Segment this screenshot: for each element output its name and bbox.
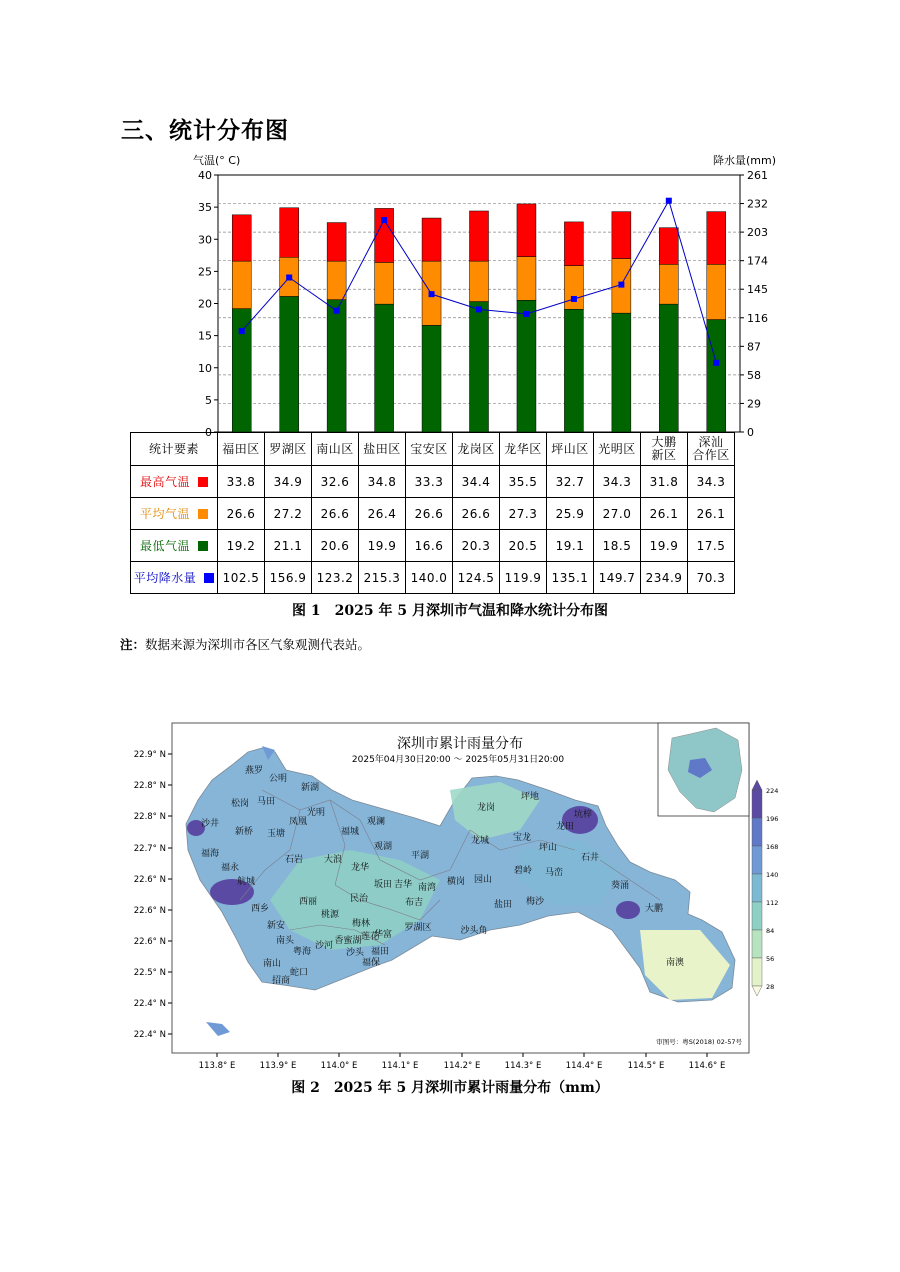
place-label: 香蜜湖: [334, 936, 362, 946]
place-label: 罗湖区: [404, 923, 432, 933]
place-label: 吉华: [393, 880, 413, 890]
precipitation-point: [713, 360, 719, 366]
right-tick-label: 232: [747, 197, 768, 211]
series-name: 最低气温: [139, 539, 190, 553]
place-label: 布吉: [404, 898, 424, 908]
bar-max-temp: [375, 208, 394, 262]
high-rain-dapeng: [616, 901, 640, 919]
place-label: 招商: [271, 976, 291, 986]
value-cell: 26.4: [359, 498, 406, 530]
section-title: 三、统计分布图: [121, 118, 289, 144]
place-label: 梅沙: [525, 897, 545, 907]
value-cell: 27.0: [594, 498, 641, 530]
lat-label: 22.5° N: [133, 968, 166, 978]
legend-value: 196: [766, 815, 779, 823]
legend-swatch: [752, 790, 762, 818]
rainfall-distribution-map: [120, 715, 779, 1085]
lat-label: 22.4° N: [133, 999, 166, 1009]
left-tick-label: 40: [198, 169, 212, 182]
bar-max-temp: [659, 228, 678, 265]
district-header: 大鹏 新区: [641, 433, 688, 466]
map-title: 深圳市累计雨量分布: [397, 736, 523, 752]
left-tick-label: 0: [205, 426, 212, 439]
place-label: 观湖: [373, 842, 393, 852]
left-tick-label: 35: [198, 201, 212, 215]
bar-avg-temp: [517, 257, 536, 301]
bar-min-temp: [232, 309, 251, 432]
place-label: 龙城: [470, 836, 490, 846]
value-cell: 32.6: [312, 466, 359, 498]
bar-min-temp: [327, 300, 346, 432]
lon-label: 114.3° E: [504, 1061, 542, 1071]
place-label: 龙岗: [476, 803, 496, 813]
value-cell: 102.5: [218, 562, 265, 594]
legend-swatch: [752, 846, 762, 874]
precipitation-point: [666, 198, 672, 204]
district-header: 光明区: [594, 433, 641, 466]
value-cell: 16.6: [406, 530, 453, 562]
place-label: 石井: [580, 853, 600, 863]
place-label: 粤海: [292, 947, 312, 957]
lat-label: 22.7° N: [133, 844, 166, 854]
value-cell: 19.1: [547, 530, 594, 562]
bar-max-temp: [470, 211, 489, 261]
value-cell: 140.0: [406, 562, 453, 594]
legend-value: 140: [766, 871, 779, 879]
value-cell: 17.5: [688, 530, 735, 562]
value-cell: 18.5: [594, 530, 641, 562]
figure2-caption: 图 2 2025 年 5 月深圳市累计雨量分布（mm）: [291, 1080, 609, 1096]
bar-max-temp: [707, 212, 726, 265]
place-label: 莲花: [360, 932, 380, 942]
place-label: 公明: [268, 774, 288, 784]
lon-label: 114.1° E: [381, 1061, 419, 1071]
map-time-range: 2025年04月30日20:00 ～ 2025年05月31日20:00: [351, 755, 565, 765]
value-cell: 34.3: [688, 466, 735, 498]
place-label: 坂田: [373, 880, 393, 890]
lon-label: 114.2° E: [443, 1061, 481, 1071]
bar-avg-temp: [232, 261, 251, 309]
legend-value: 84: [766, 927, 775, 935]
legend-value: 224: [766, 787, 779, 795]
place-label: 南澳: [665, 958, 685, 968]
precipitation-point: [618, 282, 624, 288]
legend-swatch: [752, 930, 762, 958]
bar-min-temp: [517, 300, 536, 432]
place-label: 宝龙: [512, 833, 532, 843]
value-cell: 156.9: [265, 562, 312, 594]
rainfall-legend: [752, 780, 778, 996]
place-label: 福城: [340, 827, 360, 837]
series-name: 平均气温: [139, 507, 190, 521]
place-label: 蛇口: [289, 968, 309, 978]
place-label: 平湖: [410, 851, 430, 861]
legend-swatch: [752, 818, 762, 846]
legend-swatch: [198, 509, 208, 519]
series-label-cell: [131, 498, 218, 530]
table-header-row: [131, 433, 735, 466]
value-cell: 20.6: [312, 530, 359, 562]
district-header: 深汕 合作区: [688, 433, 735, 466]
right-tick-label: 261: [747, 169, 768, 182]
place-label: 碧岭: [513, 866, 533, 876]
place-label: 坪地: [520, 792, 540, 802]
lat-label: 22.9° N: [133, 750, 166, 760]
precipitation-point: [429, 291, 435, 297]
place-label: 大鹏: [644, 904, 664, 914]
value-cell: 33.3: [406, 466, 453, 498]
right-tick-label: 203: [747, 226, 768, 240]
legend-swatch: [752, 902, 762, 930]
place-label: 西乡: [250, 904, 270, 914]
place-label: 大浪: [323, 855, 343, 865]
series-label-cell: [131, 530, 218, 562]
place-label: 新湖: [300, 783, 320, 793]
lat-label: 22.4° N: [133, 1030, 166, 1040]
map-approval-number: 审图号：粤S(2018) 02-57号: [656, 1038, 742, 1046]
legend-bottom-arrow: [752, 986, 762, 996]
value-cell: 25.9: [547, 498, 594, 530]
lon-label: 114.4° E: [565, 1061, 603, 1071]
value-cell: 123.2: [312, 562, 359, 594]
place-label: 福田: [370, 947, 390, 957]
place-label: 民治: [349, 894, 369, 904]
right-tick-label: 87: [747, 340, 761, 354]
district-header: 龙岗区: [453, 433, 500, 466]
stats-table: [130, 432, 735, 594]
lon-label: 114.5° E: [627, 1061, 665, 1071]
place-label: 坪山: [538, 843, 558, 853]
latitude-labels: [134, 750, 172, 1040]
left-tick-label: 25: [198, 265, 212, 279]
bar-avg-temp: [659, 264, 678, 304]
legend-swatch: [204, 573, 214, 583]
value-cell: 19.2: [218, 530, 265, 562]
place-label: 航城: [236, 877, 256, 887]
bar-max-temp: [612, 212, 631, 259]
precipitation-point: [381, 217, 387, 223]
bar-min-temp: [470, 302, 489, 432]
district-header: 罗湖区: [265, 433, 312, 466]
place-label: 福海: [200, 849, 220, 859]
legend-top-arrow: [752, 780, 762, 790]
value-cell: 149.7: [594, 562, 641, 594]
y-axis-right-label: 降水量(mm): [712, 154, 776, 167]
bar-avg-temp: [327, 261, 346, 300]
bar-min-temp: [375, 304, 394, 432]
bar-min-temp: [612, 313, 631, 432]
value-cell: 26.6: [312, 498, 359, 530]
table-row: [131, 562, 735, 594]
bar-avg-temp: [470, 261, 489, 301]
place-label: 坑梓: [573, 810, 593, 820]
place-label: 马田: [256, 797, 276, 807]
table-row: [131, 466, 735, 498]
table-row: [131, 530, 735, 562]
series-name: 平均降水量: [133, 571, 197, 585]
lon-label: 113.9° E: [259, 1061, 297, 1071]
lon-label: 113.8° E: [198, 1061, 236, 1071]
value-cell: 34.3: [594, 466, 641, 498]
bar-max-temp: [327, 223, 346, 262]
value-cell: 26.6: [453, 498, 500, 530]
bar-avg-temp: [707, 264, 726, 319]
value-cell: 26.6: [218, 498, 265, 530]
place-label: 光明: [306, 808, 326, 818]
legend-value: 168: [766, 843, 779, 851]
place-label: 盐田: [493, 900, 513, 910]
place-label: 南湾: [417, 883, 437, 893]
value-cell: 31.8: [641, 466, 688, 498]
place-label: 葵涌: [610, 881, 630, 891]
left-tick-label: 20: [198, 297, 212, 311]
legend-swatch: [198, 541, 208, 551]
value-cell: 20.5: [500, 530, 547, 562]
place-label: 观澜: [366, 817, 386, 827]
value-cell: 124.5: [453, 562, 500, 594]
bar-avg-temp: [375, 262, 394, 304]
place-label: 桃源: [320, 910, 340, 920]
lon-label: 114.0° E: [320, 1061, 358, 1071]
value-cell: 19.9: [359, 530, 406, 562]
right-tick-label: 29: [747, 397, 761, 411]
value-cell: 33.8: [218, 466, 265, 498]
value-cell: 34.9: [265, 466, 312, 498]
bar-max-temp: [564, 222, 583, 266]
bar-max-temp: [422, 218, 441, 261]
legend-swatch: [752, 958, 762, 986]
value-cell: 215.3: [359, 562, 406, 594]
bar-max-temp: [232, 215, 251, 261]
right-tick-label: 0: [747, 426, 754, 439]
place-label: 石岩: [284, 855, 304, 865]
value-cell: 234.9: [641, 562, 688, 594]
series-name: 最高气温: [139, 475, 190, 489]
right-tick-label: 145: [747, 283, 768, 297]
value-cell: 26.1: [641, 498, 688, 530]
place-label: 横岗: [446, 877, 466, 887]
district-header: 宝安区: [406, 433, 453, 466]
longitude-labels: [199, 1053, 726, 1071]
left-tick-label: 5: [205, 393, 212, 407]
place-label: 华富: [373, 930, 393, 940]
right-tick-label: 58: [747, 368, 761, 382]
left-tick-label: 30: [198, 233, 212, 247]
value-cell: 135.1: [547, 562, 594, 594]
lat-label: 22.8° N: [133, 812, 166, 822]
place-label: 凤凰: [288, 817, 308, 827]
left-tick-label: 15: [198, 329, 212, 343]
bar-min-temp: [280, 296, 299, 432]
lon-label: 114.6° E: [688, 1061, 726, 1071]
district-header: 坪山区: [547, 433, 594, 466]
place-label: 南头: [275, 936, 295, 946]
value-cell: 35.5: [500, 466, 547, 498]
note-text: 数据来源为深圳市各区气象观测代表站。: [145, 637, 371, 652]
place-label: 新桥: [234, 827, 254, 837]
value-cell: 32.7: [547, 466, 594, 498]
place-label: 松岗: [230, 799, 250, 809]
right-tick-label: 116: [747, 311, 768, 325]
place-label: 福保: [361, 958, 381, 968]
place-label: 梅林: [351, 919, 371, 929]
value-cell: 34.8: [359, 466, 406, 498]
bar-avg-temp: [564, 266, 583, 310]
bar-min-temp: [422, 325, 441, 432]
place-label: 园山: [473, 875, 493, 885]
value-cell: 19.9: [641, 530, 688, 562]
table-header-label: 统计要素: [131, 433, 218, 466]
precipitation-point: [523, 311, 529, 317]
place-label: 南山: [262, 959, 282, 969]
note-label: 注：: [120, 637, 146, 652]
precipitation-point: [286, 275, 292, 281]
temperature-precipitation-chart: [180, 148, 780, 438]
bar-min-temp: [707, 320, 726, 432]
y-axis-left-label: 气温(° C): [193, 154, 241, 167]
place-label: 沙头: [345, 948, 365, 958]
lat-label: 22.6° N: [133, 906, 166, 916]
place-label: 燕罗: [244, 766, 264, 776]
place-label: 新安: [266, 921, 286, 931]
lat-label: 22.8° N: [133, 781, 166, 791]
place-label: 沙河: [314, 941, 334, 951]
value-cell: 27.3: [500, 498, 547, 530]
value-cell: 34.4: [453, 466, 500, 498]
left-tick-label: 10: [198, 361, 212, 375]
precipitation-point: [334, 308, 340, 314]
precipitation-point: [476, 306, 482, 312]
series-label-cell: [131, 466, 218, 498]
lat-label: 22.6° N: [133, 937, 166, 947]
legend-swatch: [198, 477, 208, 487]
value-cell: 20.3: [453, 530, 500, 562]
data-source-note: [120, 635, 370, 653]
legend-value: 112: [766, 899, 779, 907]
value-cell: 27.2: [265, 498, 312, 530]
place-label: 龙田: [555, 822, 575, 832]
value-cell: 26.1: [688, 498, 735, 530]
lat-label: 22.6° N: [133, 875, 166, 885]
bars: [232, 204, 726, 432]
value-cell: 70.3: [688, 562, 735, 594]
legend-value: 56: [766, 955, 775, 963]
series-label-cell: [131, 562, 218, 594]
bar-max-temp: [280, 208, 299, 257]
value-cell: 26.6: [406, 498, 453, 530]
bar-min-temp: [564, 309, 583, 432]
right-tick-label: 174: [747, 254, 768, 268]
place-label: 玉塘: [266, 829, 286, 839]
table-row: [131, 498, 735, 530]
legend-value: 28: [766, 983, 775, 991]
figure1-caption: 图 1 2025 年 5 月深圳市气温和降水统计分布图: [292, 603, 608, 619]
place-label: 马峦: [544, 868, 564, 878]
district-header: 盐田区: [359, 433, 406, 466]
precipitation-point: [239, 328, 245, 334]
district-header: 南山区: [312, 433, 359, 466]
legend-swatch: [752, 874, 762, 902]
place-label: 沙头角: [460, 926, 488, 936]
place-label: 西丽: [298, 897, 318, 907]
district-header: 龙华区: [500, 433, 547, 466]
precipitation-point: [571, 296, 577, 302]
bar-max-temp: [517, 204, 536, 257]
place-label: 龙华: [350, 863, 370, 873]
bar-min-temp: [659, 304, 678, 432]
place-label: 沙井: [200, 819, 220, 829]
district-header: 福田区: [218, 433, 265, 466]
value-cell: 21.1: [265, 530, 312, 562]
value-cell: 119.9: [500, 562, 547, 594]
place-label: 福永: [220, 863, 240, 873]
